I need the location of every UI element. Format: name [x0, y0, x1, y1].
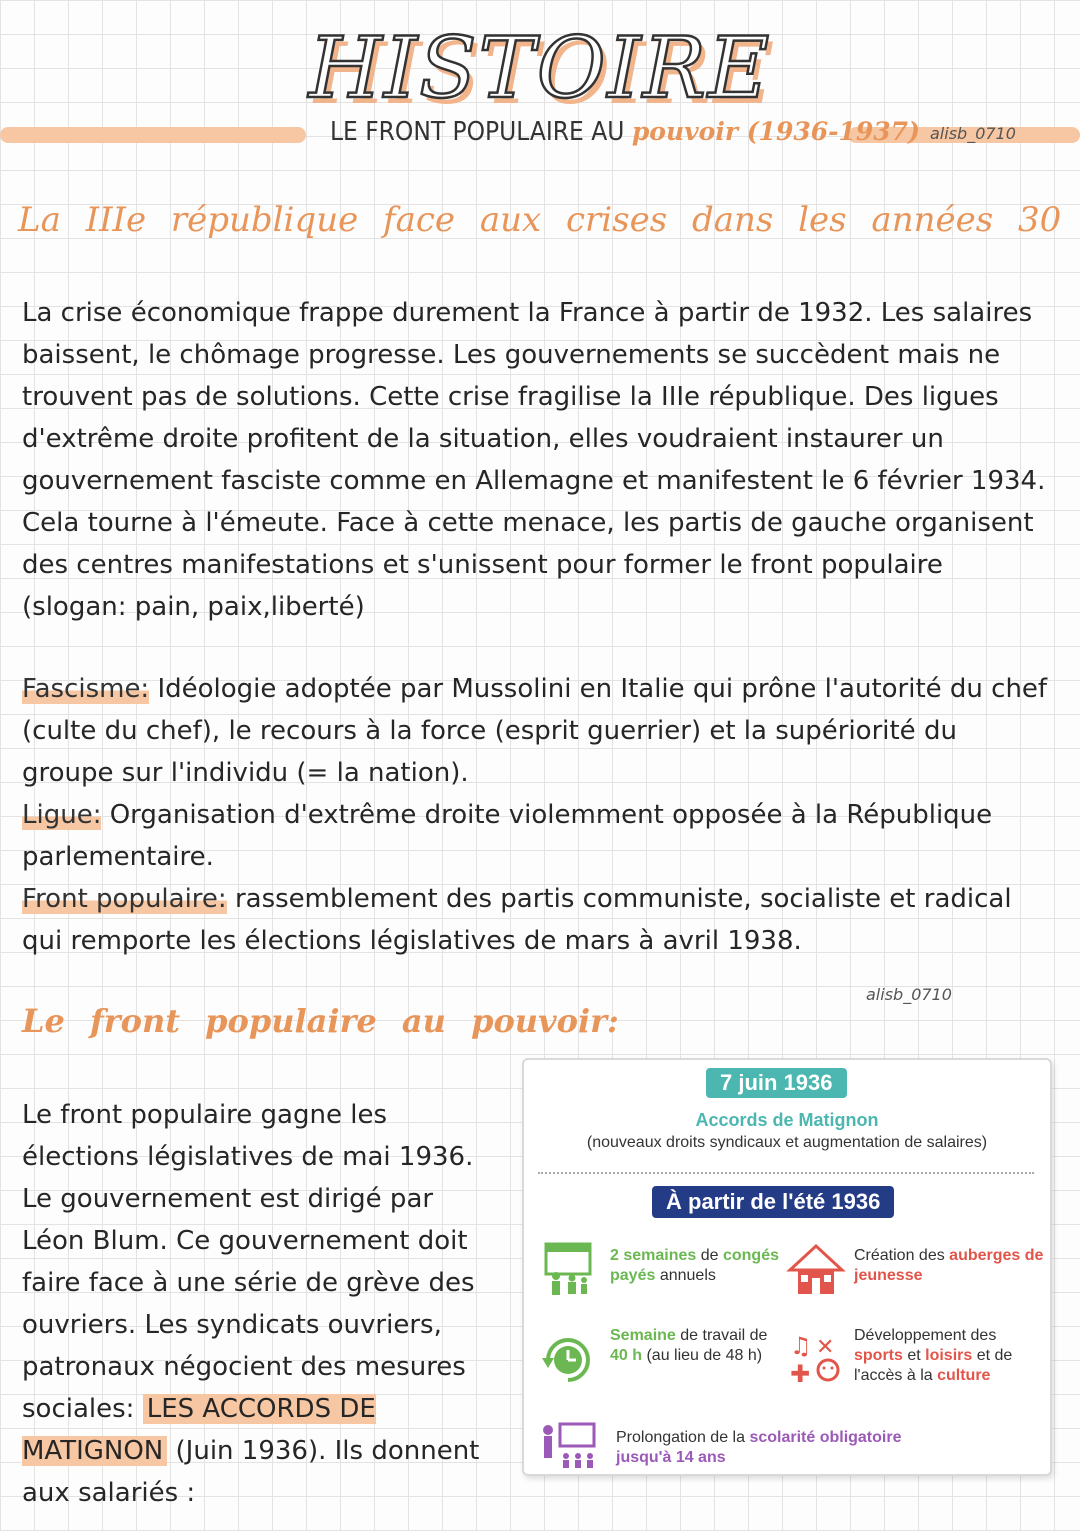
paragraph-crises: La crise économique frappe durement la France à partir de 1932. Les salaires baissent, le chômage progresse. Les gouvernements se succèdent mais ne trouvent pas de solutions. Cette crise fragilise la IIIe république. Des ligues d'extrême droite profitent de la situation, elles voudraient instaurer un gouvernement fasciste comme en Allemagne et manifestent le 6 février 1934. Cela tourne à l'émeute. Face à cette menace, les partis de gauche organisent des centres manifestations et s'unissent pour former le front populaire (slogan: pain, paix,liberté) — [22, 298, 1046, 622]
definition-ligue — [22, 794, 1052, 878]
accords-title: Accords de Matignon — [695, 1110, 879, 1130]
svg-text:♫: ♫ — [790, 1332, 812, 1360]
highlight: sports — [854, 1347, 903, 1364]
paragraph-end: (Juin 1936). Ils donnent aux salariés : — [22, 1436, 480, 1508]
paragraph-start: Le front populaire gagne les élections législatives de mai 1936. Le gouvernement est dirigé par Léon Blum. Ce gouvernement doit faire face à une série de grève des ouvriers. Les syndicats ouvriers, patronaux négocient des mesures sociales: — [22, 1100, 475, 1424]
text: et — [902, 1347, 926, 1364]
highlight: culture — [937, 1367, 991, 1384]
clock-icon — [538, 1330, 598, 1390]
benefit-sports — [854, 1326, 1044, 1386]
subtitle-main: LE FRONT POPULAIRE AU — [330, 117, 632, 147]
highlight: loisirs — [925, 1347, 973, 1364]
definition-text: Organisation d'extrême droite violemment opposée à la République parlementaire. — [22, 800, 993, 872]
definitions-list — [22, 668, 1052, 962]
paragraph-pouvoir — [22, 1094, 500, 1514]
text: Création des — [854, 1247, 950, 1264]
highlight: Semaine — [610, 1327, 676, 1344]
classroom-icon — [538, 1420, 598, 1480]
vacation-family-icon — [538, 1240, 598, 1300]
highlight: 2 semaines — [610, 1247, 697, 1264]
highlight: scolarité obligatoire — [749, 1429, 902, 1446]
text: et de l'accès à la — [854, 1347, 1013, 1384]
accords-description: (nouveaux droits syndicaux et augmentation de salaires) — [586, 1134, 988, 1151]
date-badge: 7 juin 1936 — [706, 1068, 847, 1098]
highlight: 40 h — [610, 1347, 643, 1364]
svg-text:✕: ✕ — [816, 1335, 835, 1360]
text: de travail de — [675, 1327, 768, 1344]
definition-term: Fascisme: — [22, 674, 150, 704]
definition-text: Idéologie adoptée par Mussolini en Italie qui prône l'autorité du chef (culte du chef), le recours à la force (esprit guerrier) et la supériorité du groupe sur l'individu (= la nation). — [22, 674, 1048, 788]
infographic-matignon — [522, 1058, 1052, 1476]
text: de — [696, 1247, 723, 1264]
section-heading-crises: La IIIe république face aux crises dans les années 30 — [18, 200, 1062, 240]
definition-text: rassemblement des partis communiste, socialiste et radical qui remporte les élections législatives de mars à avril 1938. — [22, 884, 1012, 956]
text: (au lieu de 48 h) — [642, 1347, 763, 1364]
text: Prolongation de la — [616, 1429, 750, 1446]
author-handle: alisb_0710 — [930, 124, 1016, 143]
benefit-auberges — [854, 1246, 1044, 1286]
leisure-icon — [786, 1328, 846, 1388]
highlight: jusqu'à 14 ans — [616, 1449, 726, 1466]
subtitle-highlight: pouvoir (1936-1937) — [631, 117, 920, 146]
definition-fascisme — [22, 668, 1052, 794]
highlight-accords: LES ACCORDS DE MATIGNON — [22, 1394, 376, 1466]
definition-term: Ligue: — [22, 800, 102, 830]
period-badge: À partir de l'été 1936 — [652, 1186, 894, 1218]
highlight: auberges de jeunesse — [854, 1247, 1044, 1284]
benefit-conges — [610, 1246, 790, 1286]
dotted-separator — [538, 1172, 1034, 1174]
section-heading-pouvoir: Le front populaire au pouvoir: — [22, 1002, 619, 1040]
definition-term: Front populaire: — [22, 884, 227, 914]
benefit-scolarite — [616, 1428, 1036, 1468]
page-title: HISTOIRE — [308, 19, 772, 117]
definition-front-populaire — [22, 878, 1052, 962]
text: Développement des — [854, 1327, 997, 1344]
text: annuels — [655, 1267, 716, 1284]
house-icon — [786, 1240, 846, 1300]
decorative-band-left — [0, 127, 306, 143]
svg-text:✚: ✚ — [790, 1360, 811, 1388]
highlight: congés payés — [610, 1247, 779, 1284]
page-subtitle — [330, 117, 920, 147]
author-handle-mid: alisb_0710 — [866, 985, 952, 1004]
benefit-semaine — [610, 1326, 780, 1366]
